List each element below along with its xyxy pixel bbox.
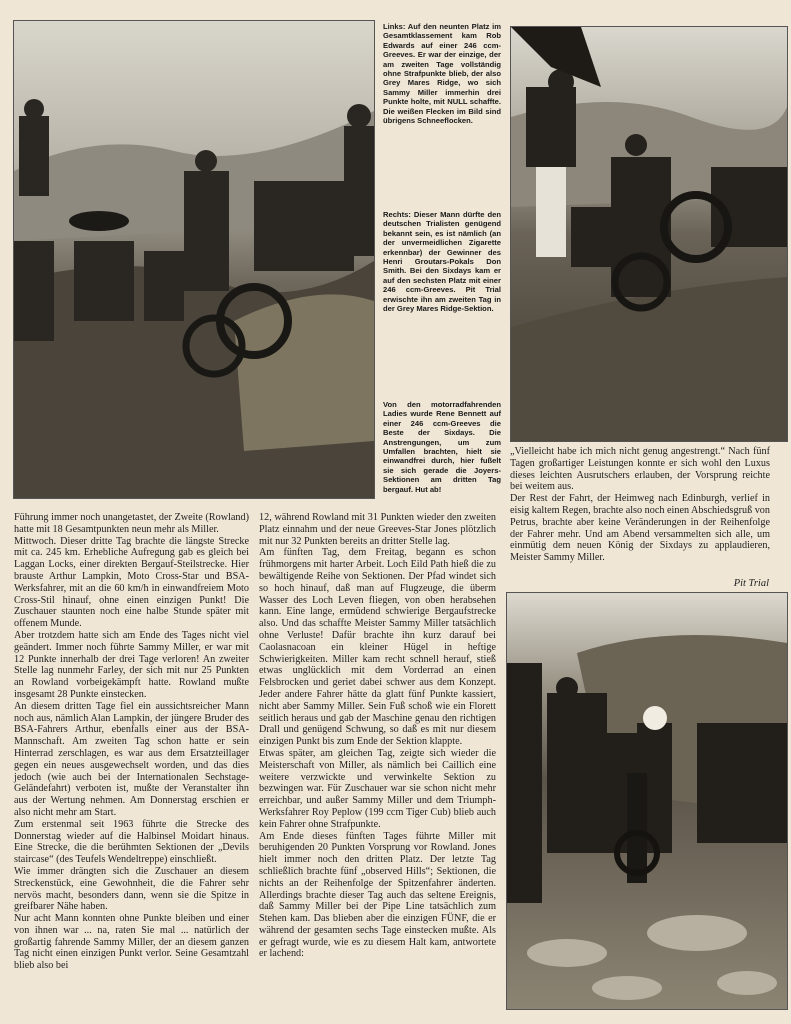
paragraph: „Vielleicht habe ich mich nicht genug angestrengt.“ Nach fünf Tagen großartiger Leistungen konnte er sich wohl den Luxus dieses leichten Ausrutschers erlauben, der Vorsprung reichte bei weitem aus.	[510, 446, 770, 493]
author-byline: Pit Trial	[733, 578, 769, 589]
paragraph: Am Ende dieses fünften Tages führte Miller mit beruhigenden 20 Punkten Vorsprung vor Rowland. Jones hielt immer noch den dritten Platz. Der letzte Tag schließlich brachte fünf „observed Hills“; Sektionen, die nichts an der Reihenfolge der Spitzenfahrer änderten. Allerdings brachte dieser Tag auch das seltene Ereignis, daß Sammy Miller bei der Pipe Line tatsächlich zum Stehen kam. Das blieben aber die einzigen FÜNF, die er während der gesamten sechs Tage einstecken mußte. Als er gefragt wurde, wie es zu diesem Halt kam, antwortete er lachend:	[259, 830, 496, 960]
caption-rechts: Rechts: Dieser Mann dürfte den deutschen Trialisten genügend bekannt sein, es ist nämlich (an der unvermeidlichen Zigarette erkennbar) der Gewinner des Henri Groutars-Pokals Don Smith. Bei den Sixdays kam er auf den sechsten Platz mit einer 246 ccm-Greeves. Pit Trial erwischte ihn am zweiten Tag in der Grey Mares Ridge-Sektion.	[383, 210, 501, 314]
caption-links: Links: Auf den neunten Platz im Gesamtklassement kam Rob Edwards auf einer 246 ccm-Greeves. Er war der einzige, der am zweiten Tage vollständig ohne Strafpunkte blieb, der also Grey Mares Ridge, wo sich Sammy Miller immerhin drei Punkte holte, mit NULL schaffte. Die weißen Flecken im Bild sind übrigens Schneeflocken.	[383, 22, 501, 126]
article-column-right	[510, 446, 770, 564]
caption-ladies: Von den motorradfahrenden Ladies wurde Rene Bennett auf einer 246 ccm-Greeves die Beste der Sixdays. Die Anstrengungen, um zum Umfallen brachten, hielt sie einwandfrei durch, hier fußelt sie sich gerade die Joyers-Sektionen am dritten Tag bergauf. Hut ab!	[383, 400, 501, 494]
photo-rob-edwards	[13, 20, 375, 499]
paragraph: Wie immer drängten sich die Zuschauer an diesem Streckenstück, eine Gewohnheit, die die Fahrer sehr nervös macht, besonders dann, wenn sie die Spitze in greifbarer Nähe haben.	[14, 865, 249, 913]
paragraph: Mittwoch. Dieser dritte Tag brachte die längste Strecke mit ca. 245 km. Erhebliche Aufregung gab es gleich bei Laggan Locks, einer direkten Bergauf-Steilstrecke. Hier brauste Arthur Lampkin, Moto Cross-Star und BSA-Werksfahrer, mit an die 60 km/h in einwandfreiem Moto Cross-Stil hinauf, ohne einen einzigen Punkt! Die Zuschauer staunten noch eine halbe Stunde später mit offenem Munde.	[14, 535, 249, 630]
paragraph: 12, während Rowland mit 31 Punkten wieder den zweiten Platz einnahm und der neue Greeves-Star Jones plötzlich mit nur 32 Punkten bereits an dritter Stelle lag.	[259, 512, 496, 547]
paragraph: Der Rest der Fahrt, der Heimweg nach Edinburgh, verlief in eisig kaltem Regen, brachte also noch einen Abschiedsgruß von Petrus, brachte aber keine Veränderungen in der Reihenfolge der Fahrer mehr. Und am Abend versammelten sich alle, um einmütig dem neuen König der Sixdays zu applaudieren, Meister Sammy Miller.	[510, 493, 770, 564]
photo-rene-bennett	[506, 592, 788, 1010]
paragraph: Etwas später, am gleichen Tag, zeigte sich wieder die Meisterschaft von Miller, als nämlich bei Caillich eine weitere verzwickte und verwinkelte Sektion zu bezwingen war. Für Zuschauer war sie schon nicht mehr erreichbar, und außer Sammy Miller und dem Triumph-Werksfahrer Roy Peplow (199 ccm Tiger Cub) blieb auch kein Fahrer ohne Strafpunkte.	[259, 747, 496, 830]
paragraph: Am fünften Tag, dem Freitag, begann es schon frühmorgens mit harter Arbeit. Loch Eild Path hieß die zu bewältigende Reihe von Sektionen. Der Pfad windet sich so hoch hinauf, daß man auf Flugzeuge, die überm Wasser des Loch Leven fliegen, von oben herabsehen kann. Eine lange, ermüdend schwierige Bergaufstrecke also. Und das schaffte Meister Sammy Miller tatsächlich ohne Verluste! Dafür brachte ihn kurz darauf bei Caolasnacoan ein kleiner Hügel in heftige Schwierigkeiten. Miller kam recht schnell herauf, stieß etwas unglücklich mit dem Vorderrad an einen Felsbrocken und geriet dabei schwer aus dem Konzept. Jeder andere Fahrer hätte da glatt fünf Punkte kassiert, nicht aber Sammy Miller. Sein Fuß schoß wie ein Florett seitlich heraus und gab der Maschine genau den richtigen Drall und genügend Schwung, so daß es mit nur diesem einzigen Punkt bis zum Ende der Sektion klappte.	[259, 547, 496, 748]
paragraph: Zum erstenmal seit 1963 führte die Strecke des Donnerstag wieder auf die Halbinsel Moidart hinaus. Eine Strecke, die die berühmten Sektionen der „Devils staircase“ (des Teufels Wendeltreppe) einschließt.	[14, 818, 249, 866]
article-column-left	[14, 512, 249, 972]
photo-don-smith	[510, 26, 788, 442]
paragraph: Führung immer noch unangetastet, der Zweite (Rowland) hatte mit 18 Gesamtpunkten neun mehr als Miller.	[14, 512, 249, 535]
article-column-middle	[259, 512, 496, 960]
paragraph: Nur acht Mann konnten ohne Punkte bleiben und einer von ihnen war ... na, raten Sie mal ... natürlich der großartig fahrende Sammy Miller, der an diesem ganzen Tag nicht einen einzigen Punkt verlor. Seine Gesamtzahl blieb also bei	[14, 913, 249, 972]
paragraph: Aber trotzdem hatte sich am Ende des Tages nicht viel geändert. Immer noch führte Sammy Miller, er war mit 12 Punkte innerhalb der drei Tage verloren! An zweiter Stelle lag nunmehr Farley, der sich mit nur 25 Punkten an Rowland vorbeigekämpft hatte. Rowland mußte insgesamt 28 Punkte einstecken.	[14, 629, 249, 700]
paragraph: An diesem dritten Tage fiel ein aussichtsreicher Mann noch aus, nämlich Alan Lampkin, der jüngere Bruder des BSA-Fahrers Arthur, ebenfalls einer aus der BSA-Mannschaft. Am zweiten Tag schon hatte er sein Hinterrad zerschlagen, es war aus dem Ersatzteillager gegen ein neues ausgewechselt worden, und das dies jedoch (wie auch bei der Internationalen Sechstage-Geländefahrt) verboten ist, mußte der Veranstalter ihn aus der Wertung nehmen. Am Donnerstag erschien er also nicht mehr am Start.	[14, 700, 249, 818]
